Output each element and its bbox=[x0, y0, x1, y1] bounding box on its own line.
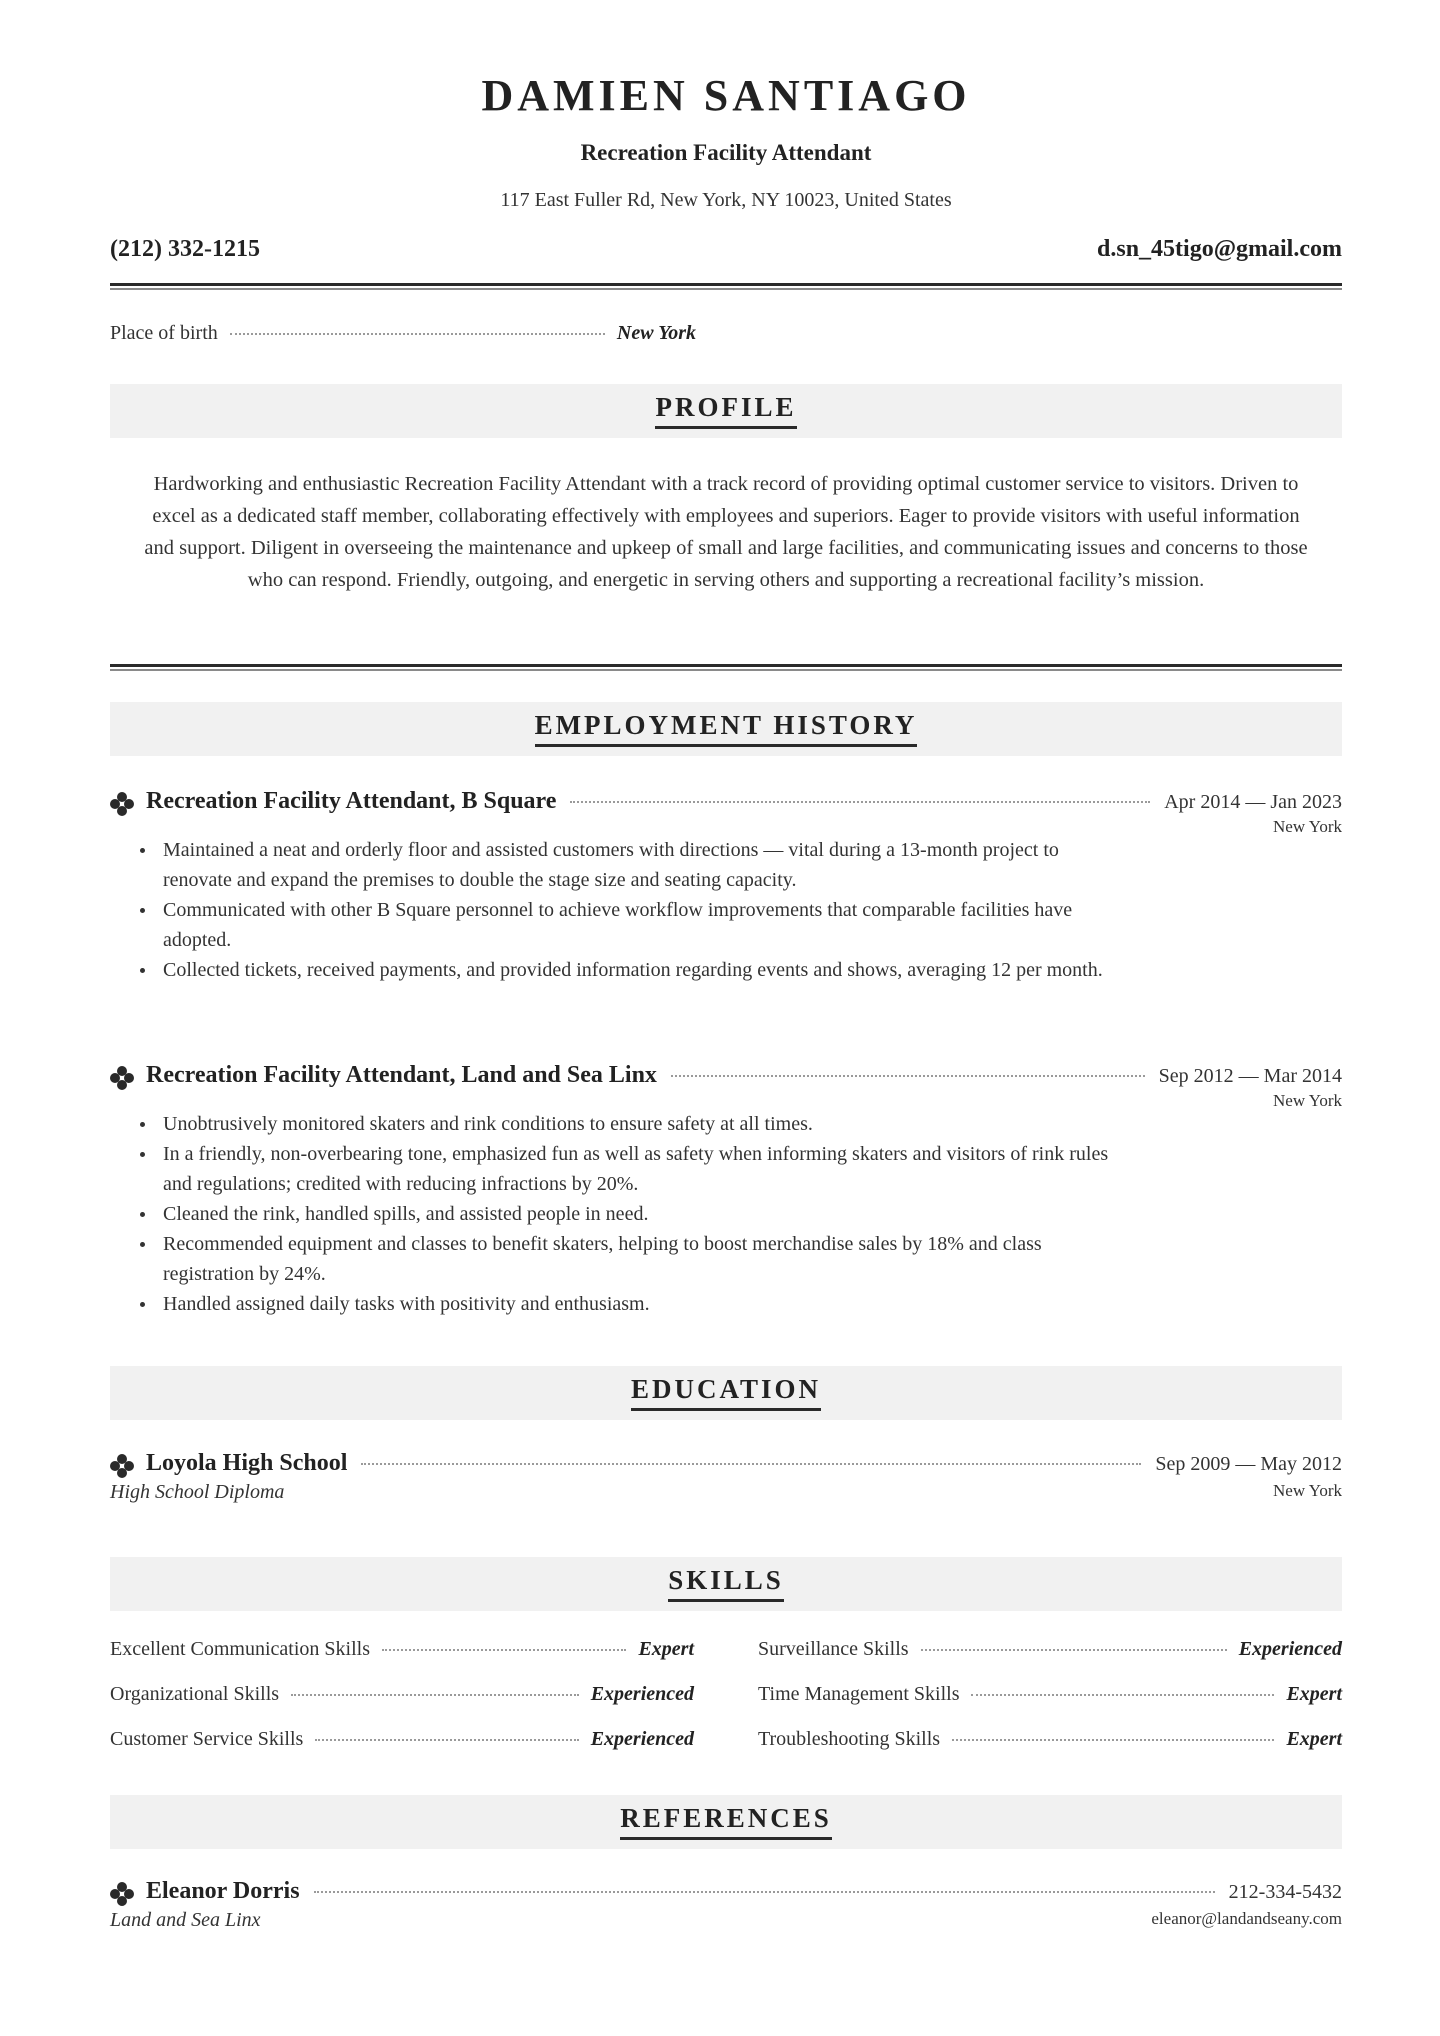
job-entry-dates: Sep 2012 — Mar 2014 bbox=[1158, 1065, 1342, 1087]
skill-item bbox=[110, 1728, 694, 1758]
quatrefoil-bullet-icon bbox=[110, 792, 134, 816]
skill-level: Expert bbox=[638, 1638, 694, 1660]
quatrefoil-bullet-icon bbox=[110, 1066, 134, 1090]
section-header-employment bbox=[110, 702, 1342, 756]
contact-row bbox=[110, 236, 1342, 263]
skill-item bbox=[758, 1728, 1342, 1758]
job-title: Recreation Facility Attendant bbox=[580, 140, 872, 165]
job-entry-dates: Apr 2014 — Jan 2023 bbox=[1164, 791, 1342, 813]
candidate-name: DAMIEN SANTIAGO bbox=[481, 71, 971, 120]
skill-item bbox=[110, 1683, 694, 1713]
section-title: SKILLS bbox=[668, 1565, 784, 1602]
dotted-leader bbox=[570, 801, 1150, 803]
section-title: EDUCATION bbox=[631, 1374, 821, 1411]
dotted-leader bbox=[230, 333, 605, 335]
job-bullets bbox=[110, 835, 1110, 985]
education-entry bbox=[110, 1450, 1342, 1504]
job-entry-title: Recreation Facility Attendant, B Square bbox=[146, 788, 557, 814]
bullet-item: Communicated with other B Square personnel to achieve workflow improvements that comparable facilities have adopted. bbox=[110, 895, 1110, 955]
skill-level: Experienced bbox=[590, 1683, 694, 1705]
reference-name: Eleanor Dorris bbox=[146, 1878, 300, 1904]
skill-item bbox=[758, 1683, 1342, 1713]
place-of-birth-row bbox=[110, 322, 696, 345]
bullet-item: Maintained a neat and orderly floor and assisted customers with directions — vital during a 13-month project to renovate and expand the premises to double the stage size and seating capacity. bbox=[110, 835, 1110, 895]
quatrefoil-bullet-icon bbox=[110, 1454, 134, 1478]
education-dates: Sep 2009 — May 2012 bbox=[1155, 1453, 1342, 1475]
section-title: REFERENCES bbox=[620, 1803, 832, 1840]
education-location: New York bbox=[1273, 1481, 1342, 1500]
email-address[interactable]: d.sn_45tigo@gmail.com bbox=[1097, 236, 1342, 262]
job-entry-title: Recreation Facility Attendant, Land and Sea Linx bbox=[146, 1062, 657, 1088]
dotted-leader bbox=[971, 1694, 1274, 1696]
skill-item bbox=[758, 1638, 1342, 1668]
section-title: EMPLOYMENT HISTORY bbox=[535, 710, 918, 747]
degree: High School Diploma bbox=[110, 1481, 285, 1503]
bullet-item: Cleaned the rink, handled spills, and assisted people in need. bbox=[110, 1199, 1110, 1229]
dotted-leader bbox=[315, 1739, 578, 1741]
dotted-leader bbox=[291, 1694, 579, 1696]
bullet-item: Handled assigned daily tasks with positivity and enthusiasm. bbox=[110, 1289, 1110, 1319]
skill-name: Time Management Skills bbox=[758, 1683, 960, 1705]
section-header-skills bbox=[110, 1557, 1342, 1611]
dotted-leader bbox=[361, 1463, 1141, 1465]
profile-summary: Hardworking and enthusiastic Recreation Facility Attendant with a track record of providing optimal customer service to visitors. Driven to excel as a dedicated staff member, collaborating effectively with employees and superiors. Eager to provide visitors with useful information and support. Diligent in overseeing the maintenance and upkeep of small and large facilities, and communicating issues and concerns to those who can respond. Friendly, outgoing, and energetic in serving others and supporting a recreational facility’s mission. bbox=[144, 473, 1308, 591]
skill-name: Excellent Communication Skills bbox=[110, 1638, 370, 1660]
dotted-leader bbox=[314, 1891, 1215, 1893]
skill-item bbox=[110, 1638, 694, 1668]
skill-level: Expert bbox=[1286, 1728, 1342, 1750]
section-header-references bbox=[110, 1795, 1342, 1849]
section-title: PROFILE bbox=[655, 392, 796, 429]
bullet-item: Collected tickets, received payments, and provided information regarding events and shows, averaging 12 per month. bbox=[110, 955, 1110, 985]
skills-grid bbox=[110, 1638, 1342, 1758]
skill-name: Surveillance Skills bbox=[758, 1638, 909, 1660]
bullet-item: Recommended equipment and classes to benefit skaters, helping to boost merchandise sales by 18% and class registration by 24%. bbox=[110, 1229, 1110, 1289]
phone-number: (212) 332-1215 bbox=[110, 236, 260, 262]
quatrefoil-bullet-icon bbox=[110, 1882, 134, 1906]
school-name: Loyola High School bbox=[146, 1450, 348, 1476]
job-entry-location: New York bbox=[1273, 1091, 1342, 1110]
skill-name: Customer Service Skills bbox=[110, 1728, 304, 1750]
dotted-leader bbox=[921, 1649, 1227, 1651]
employment-entry bbox=[110, 1062, 1342, 1319]
section-header-education bbox=[110, 1366, 1342, 1420]
reference-entry bbox=[110, 1878, 1342, 1932]
header-divider bbox=[110, 283, 1342, 291]
skill-level: Experienced bbox=[1238, 1638, 1342, 1660]
dotted-leader bbox=[671, 1075, 1145, 1077]
address: 117 East Fuller Rd, New York, NY 10023, United States bbox=[500, 189, 952, 211]
place-of-birth-value: New York bbox=[616, 322, 696, 344]
skill-level: Expert bbox=[1286, 1683, 1342, 1705]
dotted-leader bbox=[382, 1649, 626, 1651]
profile-divider bbox=[110, 664, 1342, 672]
skill-name: Organizational Skills bbox=[110, 1683, 280, 1705]
skill-level: Experienced bbox=[590, 1728, 694, 1750]
reference-company: Land and Sea Linx bbox=[110, 1909, 261, 1931]
section-header-profile bbox=[110, 384, 1342, 438]
bullet-item: In a friendly, non-overbearing tone, emphasized fun as well as safety when informing skaters and visitors of rink rules and regulations; credited with reducing infractions by 20%. bbox=[110, 1139, 1110, 1199]
reference-email[interactable]: eleanor@landandseany.com bbox=[1151, 1909, 1342, 1928]
reference-phone: 212-334-5432 bbox=[1228, 1881, 1342, 1903]
job-bullets bbox=[110, 1109, 1110, 1319]
dotted-leader bbox=[952, 1739, 1274, 1741]
bullet-item: Unobtrusively monitored skaters and rink conditions to ensure safety at all times. bbox=[110, 1109, 1110, 1139]
employment-entry bbox=[110, 788, 1342, 985]
job-entry-location: New York bbox=[1273, 817, 1342, 836]
place-of-birth-label: Place of birth bbox=[110, 322, 218, 344]
skill-name: Troubleshooting Skills bbox=[758, 1728, 941, 1750]
